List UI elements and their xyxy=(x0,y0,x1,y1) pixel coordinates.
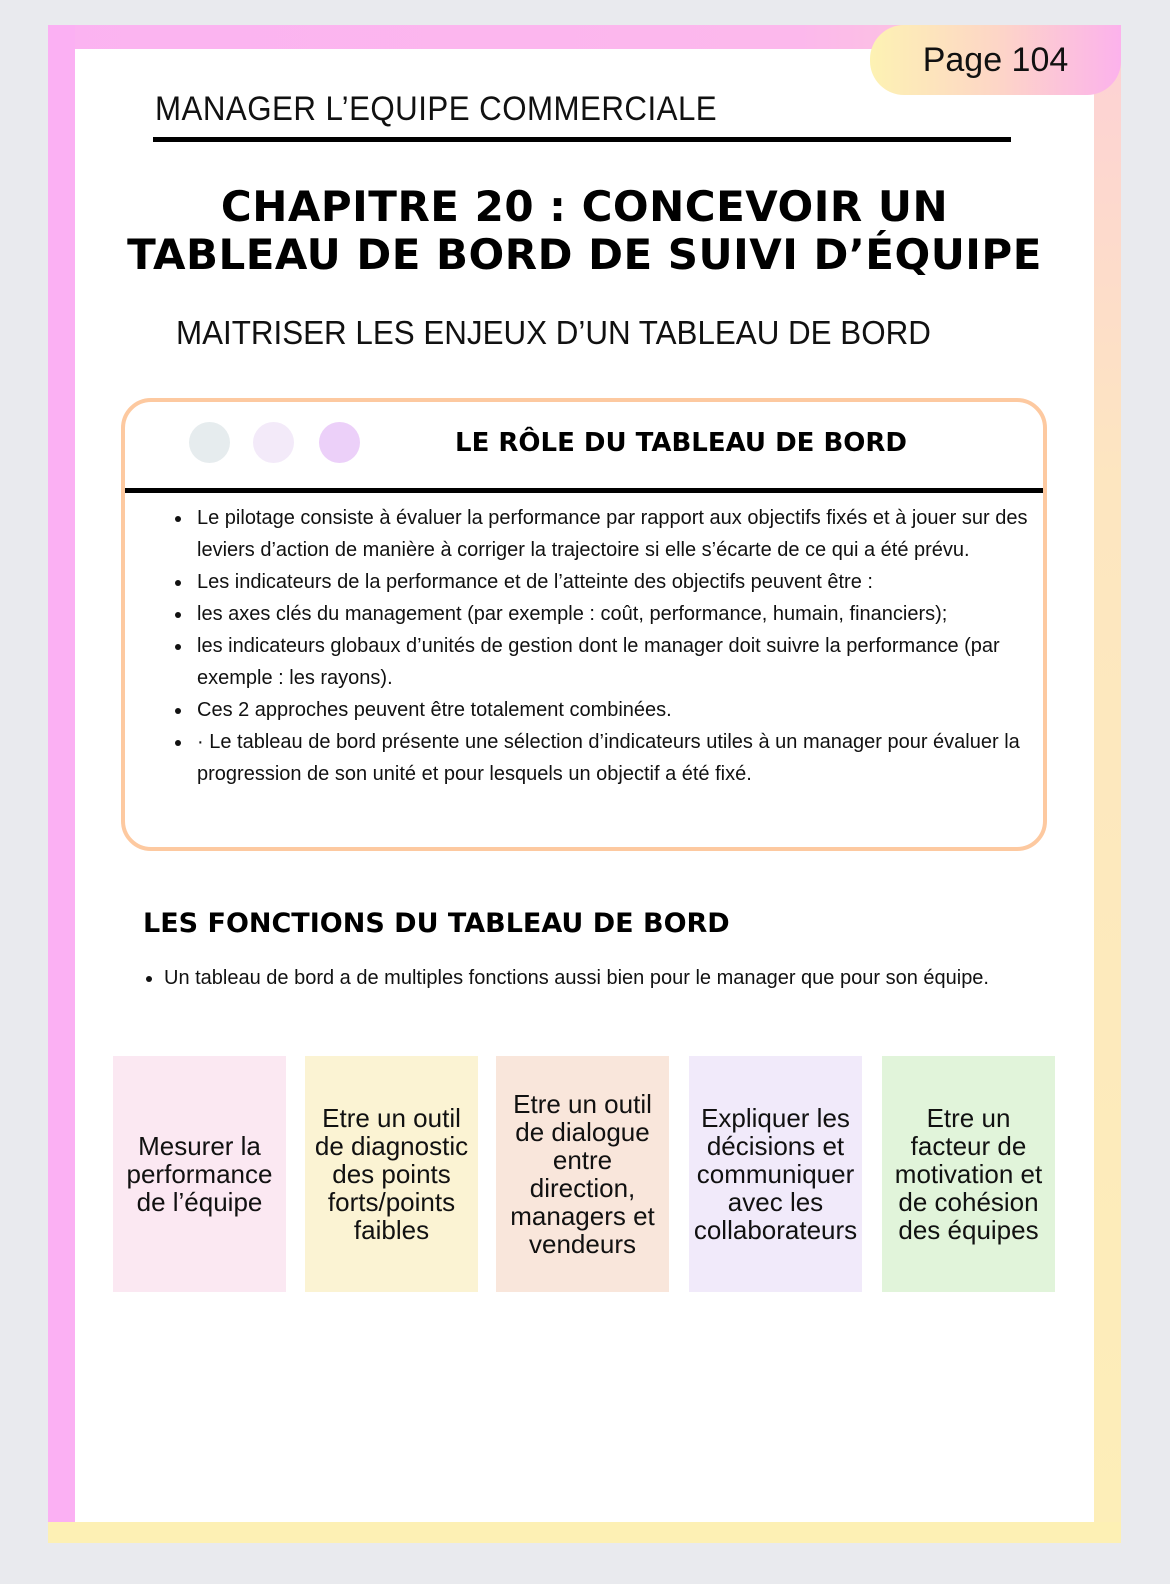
function-box-measure xyxy=(113,1056,286,1292)
list-item: • les indicateurs globaux d’unités de gestion dont le manager doit suivre la performance (par exemple : les rayons). xyxy=(193,630,1063,694)
functions-title: LES FONCTIONS DU TABLEAU DE BORD xyxy=(143,908,730,939)
list-item: • Un tableau de bord a de multiples fonctions aussi bien pour le manager que pour son équipe. xyxy=(164,962,1034,994)
running-header: MANAGER L’EQUIPE COMMERCIALE xyxy=(155,90,718,128)
function-box-label: Etre un outil de dialogue entre direction, managers et vendeurs xyxy=(510,1089,655,1259)
role-card-title: LE RÔLE DU TABLEAU DE BORD xyxy=(455,428,908,458)
role-card-rule xyxy=(125,488,1043,493)
frame-right-border xyxy=(1094,25,1121,1543)
role-card xyxy=(121,398,1047,851)
role-card-list xyxy=(169,502,1063,790)
chapter-title-line-1: CHAPITRE 20 : CONCEVOIR UN xyxy=(220,182,949,231)
function-box-label: Etre un outil de diagnostic des points forts/points faibles xyxy=(314,1103,469,1245)
decorative-dot xyxy=(189,422,230,463)
section-subtitle: MAITRISER LES ENJEUX D’UN TABLEAU DE BORD xyxy=(176,314,931,351)
frame-bottom-border xyxy=(48,1522,1121,1543)
list-item: • Le pilotage consiste à évaluer la performance par rapport aux objectifs fixés et à jouer sur des leviers d’action de manière à corriger la trajectoire si elle s’écarte de ce qui a été prévu. xyxy=(193,502,1063,566)
function-box-label: Etre un facteur de motivation et de cohésion des équipes xyxy=(894,1103,1043,1245)
decorative-dot xyxy=(253,422,294,463)
function-box-motivation xyxy=(882,1056,1055,1292)
function-box-label: Mesurer la performance de l’équipe xyxy=(126,1131,273,1217)
chapter-title-line-2: TABLEAU DE BORD DE SUIVI D’ÉQUIPE xyxy=(127,230,1042,279)
list-item: • · Le tableau de bord présente une sélection d’indicateurs utiles à un manager pour évaluer la progression de son unité et pour lesquels un objectif a été fixé. xyxy=(193,726,1063,790)
list-item: • Les indicateurs de la performance et de l’atteinte des objectifs peuvent être : xyxy=(193,566,1063,598)
decorative-dot xyxy=(319,422,360,463)
list-item: • Ces 2 approches peuvent être totalement combinées. xyxy=(193,694,1063,726)
list-item: • les axes clés du management (par exemple : coût, performance, humain, financiers); xyxy=(193,598,1063,630)
page-number: Page 104 xyxy=(922,40,1069,79)
frame-left-border xyxy=(48,25,75,1543)
page-number-tab xyxy=(870,25,1121,95)
header-rule xyxy=(153,137,1011,142)
function-box-label: Expliquer les décisions et communiquer avec les collaborateurs xyxy=(693,1103,858,1245)
function-box-explain xyxy=(689,1056,862,1292)
functions-intro-list xyxy=(140,962,1034,994)
chapter-title xyxy=(75,183,1094,279)
function-box-diagnostic xyxy=(305,1056,478,1292)
function-box-dialogue xyxy=(496,1056,669,1292)
